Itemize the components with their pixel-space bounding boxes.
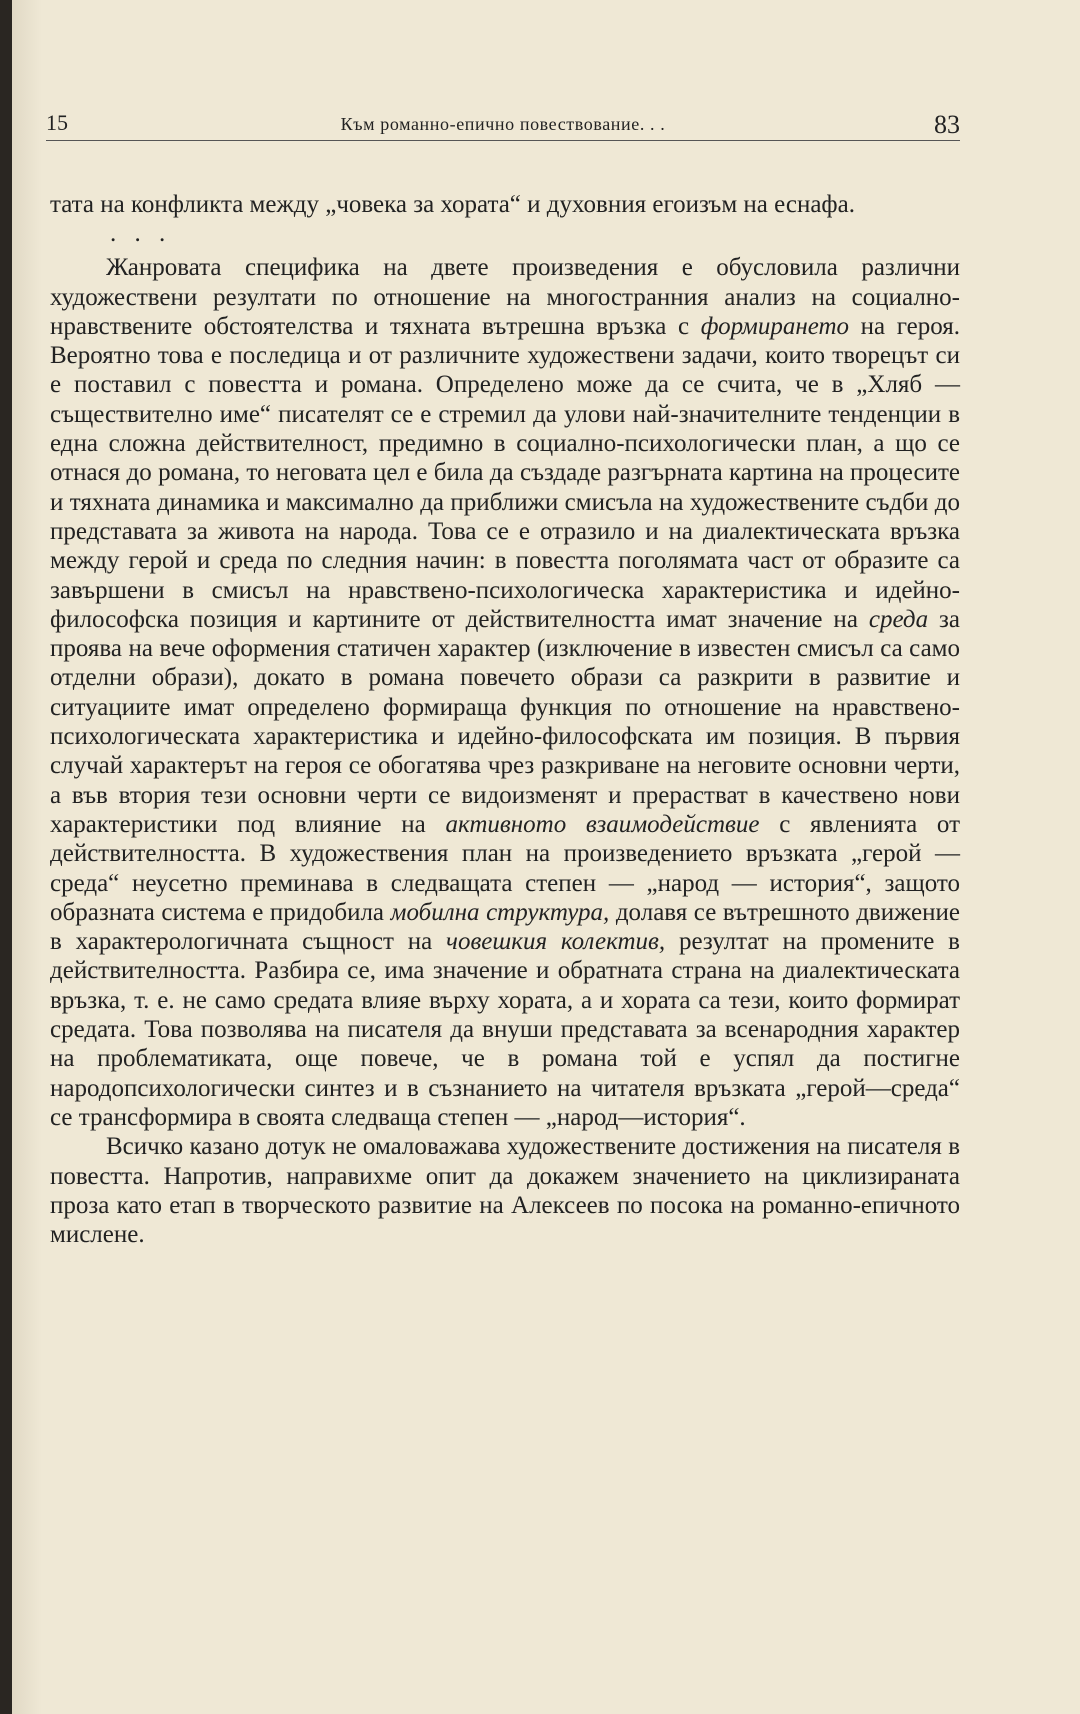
text-segment: долавя се вътрешното движение в характерологичната същност на xyxy=(50,898,960,956)
emphasis-text: формирането xyxy=(700,312,850,340)
section-separator: . . . xyxy=(110,220,172,248)
emphasis-text: човешкия колектив, xyxy=(446,928,666,956)
opening-paragraph: тата на конфликта между „човека за хората“ и духовния егоизъм на еснафа. xyxy=(50,191,855,218)
text-segment: Жанровата специфика на двете произведения е обусловила различни художествени резултати по отношение на многостранния анализ на социално-нравствените обстоятелства и тяхната вътрешна връзка с xyxy=(50,254,960,340)
page-number: 83 xyxy=(934,110,960,139)
text-segment: на героя. Вероятно това е последица и от различните художествени задачи, които творецът си е поставил с повестта и романа. Определено може да се счита, че в „Хляб — съществително име“ писателят се е стремил да улови най-значителните тенденции в една сложна действителност, предимно в социално-психологически план, а що се отнася до романа, то неговата цел е била да създаде разгърната картина на процесите и тяхната динамика и максимално да приближи смисъла на художествените съдби до представата за живота на народа. Това се е отразило и на диалектическата връзка между герой и среда по следния начин: в повестта поголямата част от образите са завършени в смисъл на нравствено-психологическа характеристика и идейно-философска позиция и картините от действителността имат значение на xyxy=(50,312,960,633)
text-segment: резултат на промените в действителността. Разбира се, има значение и обратната страна на диалектическата връзка, т. е. не само средата влияе върху хората, а и хората са тези, които формират средата. Това позволява на писателя да внуши представата за всенародния характер на проблематиката, още повече, че в романа той е успял да постигне народопсихологически синтез и в съзнанието на читателя връзката „герой—среда“ се трансформира в своята следваща степен — „народ—история“. xyxy=(50,928,960,1131)
running-title: Към романно-епично повествование. . . xyxy=(340,114,666,134)
emphasis-text: активното взаимодействие xyxy=(445,810,760,838)
emphasis-text: мобилна структура, xyxy=(390,898,610,926)
main-paragraph xyxy=(50,253,960,1132)
page-header xyxy=(46,106,960,141)
body-text xyxy=(50,190,960,1249)
signature-number: 15 xyxy=(46,110,68,135)
text-segment: с явленията от действителността. В художествения план на произведението връзката „герой — среда“ неусетно преминава в следващата степен — „народ — история“, защото образната система е придобила xyxy=(50,810,960,926)
emphasis-text: среда xyxy=(868,605,929,633)
book-page xyxy=(12,0,1080,1714)
closing-paragraph: Всичко казано дотук не омаловажава художествените достижения на писателя в повестта. Напротив, направихме опит да докажем значението на циклизираната проза като етап в творческото развитие на Алексеев по посока на романно-епичното мислене. xyxy=(50,1133,960,1249)
text-segment: за проява на вече оформения статичен характер (изключение в известен смисъл са само отделни образи), докато в романа повечето образи са разкрити в развитие и ситуациите имат определено формираща функция по отношение на нравствено-психологическата характеристика и идейно-философската им позиция. В първия случай характерът на героя се обогатява чрез разкриване на неговите основни черти, а във втория тези основни черти се видоизменят и прерастват в качествено нови характеристики под влияние на xyxy=(50,605,960,838)
